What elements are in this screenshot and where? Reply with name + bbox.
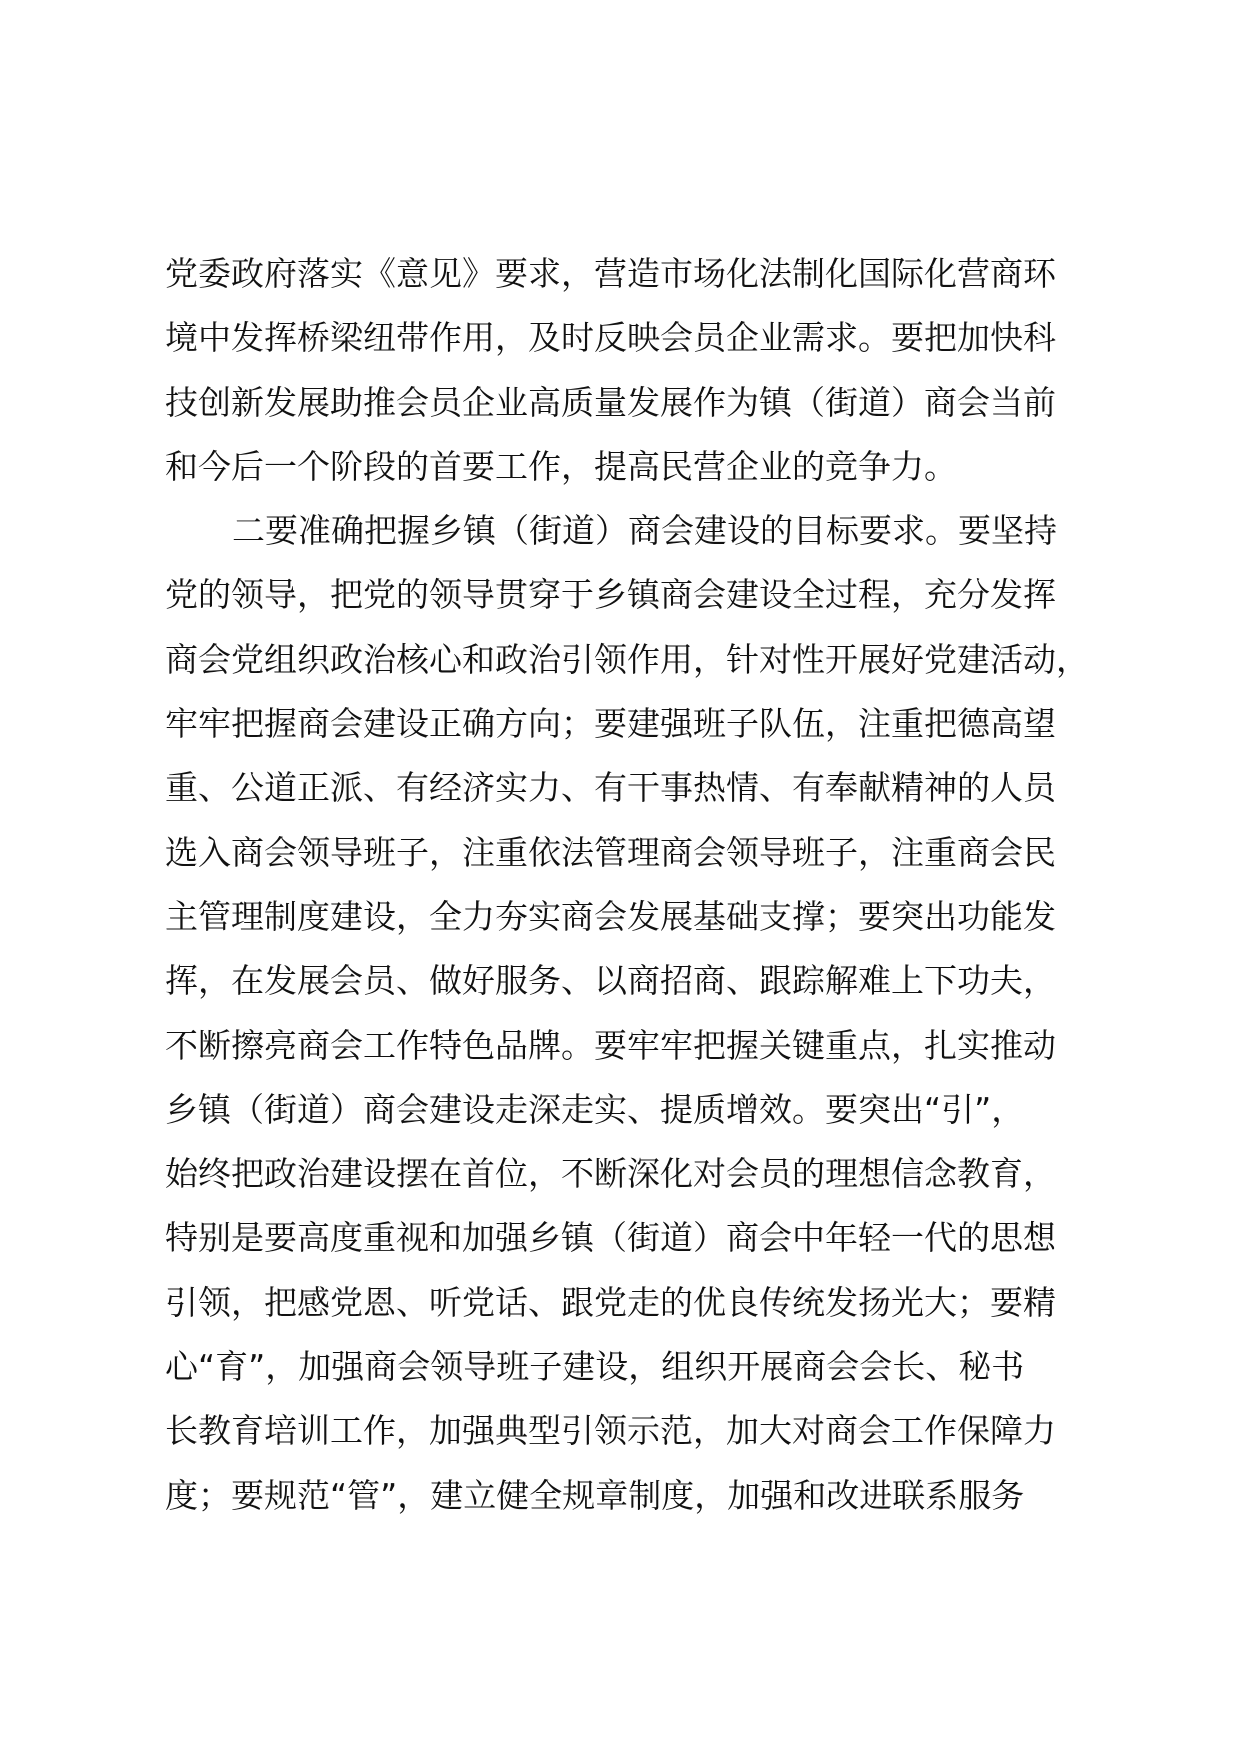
text-line-16: 特别是要高度重视和加强乡镇（街道）商会中年轻一代的思想 xyxy=(165,1218,1056,1258)
text-line-15: 始终把政治建设摆在首位，不断深化对会员的理想信念教育， xyxy=(165,1154,1056,1194)
text-line-11: 主管理制度建设，全力夯实商会发展基础支撑；要突出功能发 xyxy=(165,896,1056,936)
document-body xyxy=(165,242,1125,1528)
text-line-13: 不断擦亮商会工作特色品牌。要牢牢把握关键重点，扎实推动 xyxy=(165,1025,1056,1065)
text-line-3: 技创新发展助推会员企业高质量发展作为镇（街道）商会当前 xyxy=(165,382,1056,422)
text-line-18: 心“育”，加强商会领导班子建设，组织开展商会会长、秘书 xyxy=(165,1347,1025,1387)
text-line-1: 党委政府落实《意见》要求，营造市场化法制化国际化营商环 xyxy=(165,254,1056,293)
text-line-2: 境中发挥桥梁纽带作用，及时反映会员企业需求。要把加快科 xyxy=(165,318,1056,358)
text-line-9: 重、公道正派、有经济实力、有干事热情、有奉献精神的人员 xyxy=(165,768,1056,808)
text-line-14: 乡镇（街道）商会建设走深走实、提质增效。要突出“引”， xyxy=(165,1089,1025,1129)
text-line-10: 选入商会领导班子，注重依法管理商会领导班子，注重商会民 xyxy=(165,832,1056,872)
text-line-20: 度；要规范“管”，建立健全规章制度，加强和改进联系服务 xyxy=(165,1475,1025,1515)
text-line-17: 引领，把感党恩、听党话、跟党走的优良传统发扬光大；要精 xyxy=(165,1282,1056,1322)
text-line-6: 党的领导，把党的领导贯穿于乡镇商会建设全过程，充分发挥 xyxy=(165,575,1056,615)
text-line-19: 长教育培训工作，加强典型引领示范，加大对商会工作保障力 xyxy=(165,1411,1056,1451)
text-line-5: 二要准确把握乡镇（街道）商会建设的目标要求。要坚持 xyxy=(232,511,1057,551)
text-line-12: 挥，在发展会员、做好服务、以商招商、跟踪解难上下功夫， xyxy=(165,961,1056,1001)
text-line-7: 商会党组织政治核心和政治引领作用，针对性开展好党建活动， xyxy=(165,639,1089,679)
text-line-8: 牢牢把握商会建设正确方向；要建强班子队伍，注重把德高望 xyxy=(165,704,1056,744)
text-line-4: 和今后一个阶段的首要工作，提高民营企业的竞争力。 xyxy=(165,446,957,486)
